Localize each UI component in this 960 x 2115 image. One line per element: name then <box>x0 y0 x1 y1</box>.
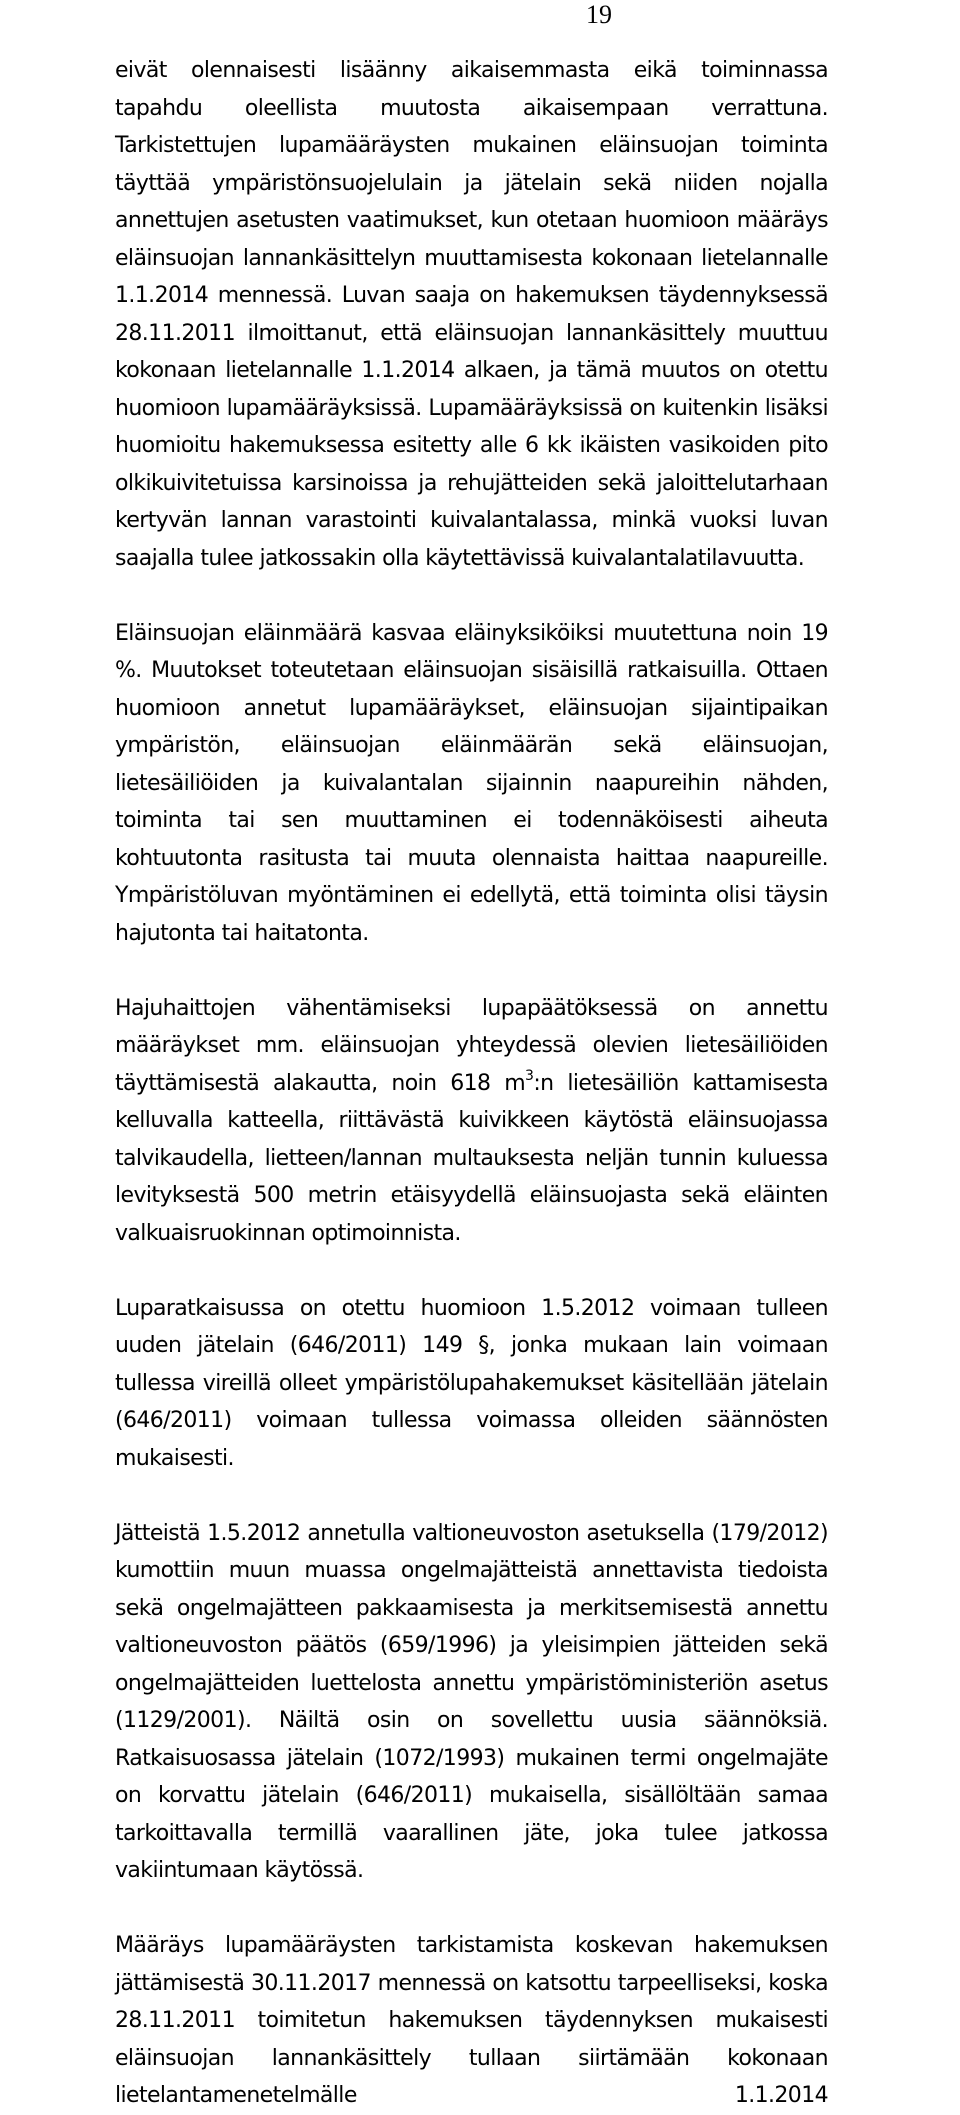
paragraph-3-text-a: Hajuhaittojen vähentämiseksi lupapäätöksessä on annettu määräykset mm. eläinsuojan yhteydessä olevien lietesäiliöiden täyttämisestä alakautta, noin 618 m <box>115 995 828 1096</box>
page-number: 19 <box>586 0 612 29</box>
paragraph-3-text-b: :n lietesäiliön kattamisesta kelluvalla katteella, riittävästä kuivikkeen käytöstä eläinsuojassa talvikaudella, lietteen/lannan multauksesta neljän tunnin kuluessa levityksestä 500 metrin etäisyydellä eläinsuojasta sekä eläinten valkuaisruokinnan optimoinnista. <box>115 1070 829 1246</box>
paragraph-5: Jätteistä 1.5.2012 annetulla valtioneuvoston asetuksella (179/2012) kumottiin muun muassa ongelmajätteistä annettavista tiedoista sekä ongelmajätteen pakkaamisesta ja merkitsemisestä annettu valtioneuvoston päätös (659/1996) ja yleisimpien jätteiden sekä ongelmajätteiden luettelosta annettu ympäristöministeriön asetus (1129/2001). Näiltä osin on sovellettu uusia säännöksiä. Ratkaisuosassa jätelain (1072/1993) mukainen termi ongelmajäte on korvattu jätelain (646/2011) mukaisella, sisällöltään samaa tarkoittavalla termillä vaarallinen jäte, joka tulee jatkossa vakiintumaan käytössä. <box>115 1520 828 1883</box>
paragraph-1: eivät olennaisesti lisäänny aikaisemmasta eikä toiminnassa tapahdu oleellista muutosta aikaisempaan verrattuna. Tarkistettujen lupamääräysten mukainen eläinsuojan toiminta täyttää ympäristönsuojelulain ja jätelain sekä niiden nojalla annettujen asetusten vaatimukset, kun otetaan huomioon määräys eläinsuojan lannankäsittelyn muuttamisesta kokonaan lietelannalle 1.1.2014 mennessä. Luvan saaja on hakemuksen täydennyksessä 28.11.2011 ilmoittanut, että eläinsuojan lannankäsittely muuttuu kokonaan lietelannalle 1.1.2014 alkaen, ja tämä muutos on otettu huomioon lupamääräyksissä. Lupamääräyksissä on kuitenkin lisäksi huomioitu hakemuksessa esitetty alle 6 kk ikäisten vasikoiden pito olkikuivitetuissa karsinoissa ja rehujätteiden sekä jaloittelutarhaan kertyvän lannan varastointi kuivalantalassa, minkä vuoksi luvan saajalla tulee jatkossakin olla käytettävissä kuivalantalatilavuutta. <box>115 58 828 571</box>
paragraph-6: Määräys lupamääräysten tarkistamista koskevan hakemuksen jättämisestä 30.11.2017 mennessä on katsottu tarpeelliseksi, koska 28.11.2011 toimitetun hakemuksen täydennyksen mukaisesti eläinsuojan lannankäsittely tullaan siirtämään kokonaan lietelantamenetelmälle 1.1.2014 <box>115 1933 828 2108</box>
paragraph-3 <box>115 990 828 1253</box>
paragraph-2: Eläinsuojan eläinmäärä kasvaa eläinyksiköiksi muutettuna noin 19 %. Muutokset toteutetaan eläinsuojan sisäisillä ratkaisuilla. Ottaen huomioon annetut lupamääräykset, eläinsuojan sijaintipaikan ympäristön, eläinsuojan eläinmäärän sekä eläinsuojan, lietesäiliöiden ja kuivalantalan sijainnin naapureihin nähden, toiminta tai sen muuttaminen ei todennäköisesti aiheuta kohtuutonta rasitusta tai muuta olennaista haittaa naapureille. Ympäristöluvan myöntäminen ei edellytä, että toiminta olisi täysin hajutonta tai haitatonta. <box>115 620 828 946</box>
document-body <box>115 52 828 2115</box>
paragraph-4: Luparatkaisussa on otettu huomioon 1.5.2012 voimaan tulleen uuden jätelain (646/2011) 149 §, jonka mukaan lain voimaan tullessa vireillä olleet ympäristölupahakemukset käsitellään jätelain (646/2011) voimaan tullessa voimassa olleiden säännösten mukaisesti. <box>115 1295 828 1471</box>
cubic-superscript: 3 <box>525 1067 534 1084</box>
